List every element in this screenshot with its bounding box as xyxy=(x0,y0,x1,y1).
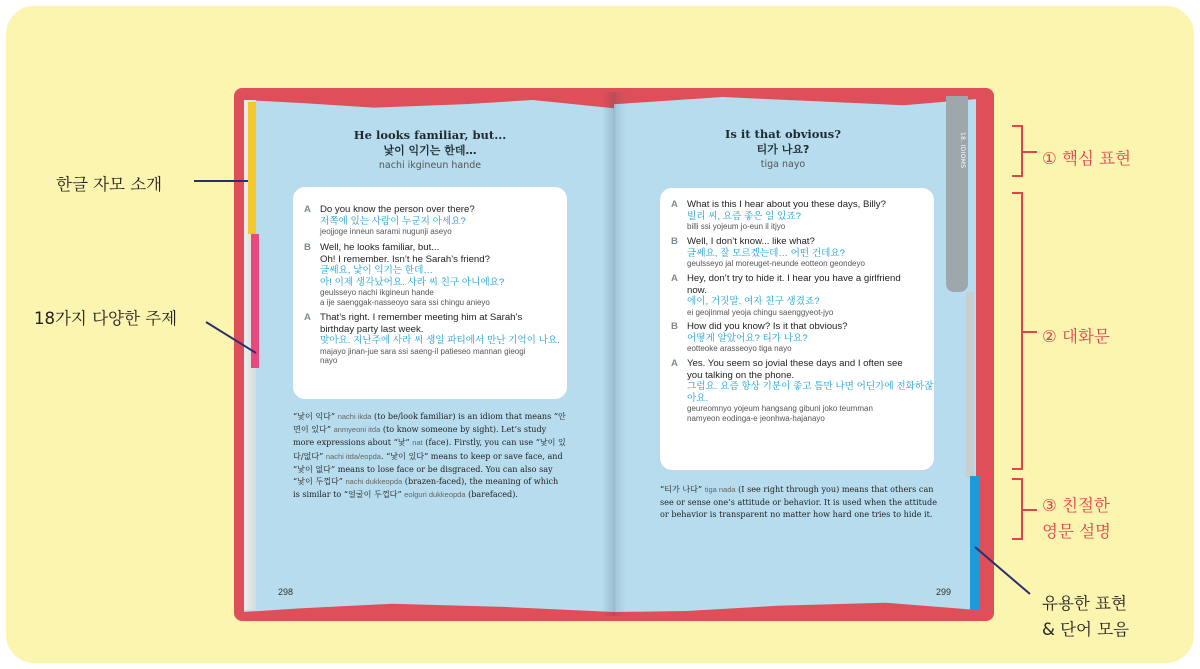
romanization: eolguri dukkeopda xyxy=(404,490,466,500)
dialogue-romanization: majayo jinan-jue sara ssi saeng-il patieseo mannan gieogi nayo xyxy=(320,346,526,365)
dialogue-romanization: geureomnyo yojeum hangsang gibuni joko teumman namyeon eodinga-e jeonhwa-hajanayo xyxy=(687,404,873,423)
left-page-number: 298 xyxy=(278,587,294,597)
speaker-label: B xyxy=(671,321,678,332)
explanation-text: . “낯이 있다” means to keep or save face, and “낯이 없다” means to lose face or be disgraced. You can also say “낯이 두껍다” xyxy=(293,450,563,487)
dialogue-korean: 그럼요. 요즘 항상 기분이 좋고 틈만 나면 어딘가에 전화하잖 아요. xyxy=(687,381,934,404)
explanation-text: (to know someone by sight). Let’s study more expressions about “낯” xyxy=(293,424,547,448)
romanization: nachi itda/eopda xyxy=(325,451,381,461)
dialogue-romanization: jeojjoge inneun sarami nugunji aseyo xyxy=(320,227,452,236)
dialogue-english: Well, he looks familiar, but... Oh! I remember. Isn’t he Sarah’s friend? xyxy=(320,242,490,265)
romanization: anmyeoni itda xyxy=(333,425,381,435)
dialogue-english: What is this I hear about you these days, Billy? xyxy=(687,199,886,210)
pointer-line-topics xyxy=(206,322,256,353)
explanation-text: (to be/look familiar) is an idiom that means “안면이 있다” xyxy=(293,411,566,435)
dialogue-romanization: geulsseyo nachi ikgineun hande a ije saenggak-nasseoyo sara ssi chingu anieyo xyxy=(320,288,490,307)
title-ko: 티가 나요? xyxy=(756,143,810,156)
dialogue-korean: 맞아요. 지난주에 사라 씨 생일 파티에서 만난 기억이 나요. xyxy=(320,335,560,346)
dialogue-korean: 저쪽에 있는 사람이 누군지 아세요? xyxy=(320,215,466,227)
romanization: nachi dukkeopda xyxy=(345,477,403,487)
dialogue-romanization: eotteoke arasseoyo tiga nayo xyxy=(687,344,792,353)
label-useful-1: 유용한 표현 xyxy=(1042,594,1127,613)
speaker-label: B xyxy=(671,236,678,247)
dialogue-english: Do you know the person over there? xyxy=(320,204,475,215)
romanization: tiga nada xyxy=(704,485,736,494)
explanation-text: (barefaced). xyxy=(465,489,518,500)
dialogue-english: Hey, don’t try to hide it. I hear you have a girlfriend now. xyxy=(687,273,901,296)
idioms-tab-label: 18. IDIOMS xyxy=(959,132,966,169)
dialogue-korean: 빌리 씨, 요즘 좋은 일 있죠? xyxy=(687,210,802,222)
speaker-label: A xyxy=(671,273,678,284)
label-explanation-1: ③ 친절한 xyxy=(1042,496,1110,515)
explanation-text: (brazen-faced), the meaning of which is similar to “얼굴이 두껍다” xyxy=(293,476,559,500)
speaker-label: A xyxy=(304,204,311,215)
label-useful-2: & 단어 모음 xyxy=(1042,620,1130,639)
pointer-line-useful xyxy=(975,547,1030,594)
label-key-expression: ① 핵심 표현 xyxy=(1042,149,1132,168)
title-romanization: nachi ikgineun hande xyxy=(378,160,482,171)
dialogue-english: How did you know? Is it that obvious? xyxy=(687,321,848,332)
dialogue-korean: 에이, 거짓말. 여자 친구 생겼죠? xyxy=(687,296,820,307)
speaker-label: A xyxy=(304,312,311,323)
speaker-label: A xyxy=(671,199,678,210)
label-topics: 18가지 다양한 주제 xyxy=(34,309,178,328)
romanization: nachi ikda xyxy=(337,412,372,421)
explanation-text: “티가 나다” xyxy=(660,484,705,494)
dialogue-romanization: ei geojinmal yeoja chingu saenggyeot-jyo xyxy=(687,307,834,317)
label-hangul-intro: 한글 자모 소개 xyxy=(56,175,163,194)
dialogue-english: That’s right. I remember meeting him at Sarah’s birthday party last week. xyxy=(320,312,523,335)
dialogue-english: Well, I don’t know... like what? xyxy=(687,236,815,247)
romanization: nat xyxy=(412,438,423,448)
dialogue-romanization: geulsseyo jal moreuget-neunde eotteon geondeyo xyxy=(687,259,865,268)
explanation-text: (face). Firstly, you can use “낯이 있다/없다” xyxy=(293,437,566,461)
title-en: He looks familiar, but... xyxy=(353,128,507,142)
speaker-label: A xyxy=(671,358,678,369)
title-romanization: tiga nayo xyxy=(760,159,806,170)
dialogue-korean: 어떻게 알았어요? 티가 나요? xyxy=(687,332,808,344)
label-dialogue: ② 대화문 xyxy=(1042,327,1110,346)
right-page-number: 299 xyxy=(936,587,952,597)
dialogue-korean: 글쎄요, 낯이 익기는 한데… 아! 이제 생각났어요. 사라 씨 친구 아니에요? xyxy=(320,265,505,288)
dialogue-korean: 글쎄요, 잘 모르겠는데… 어떤 건데요? xyxy=(687,247,846,259)
dialogue-english: Yes. You seem so jovial these days and I often see you talking on the phone. xyxy=(687,358,903,381)
title-en: Is it that obvious? xyxy=(725,127,841,141)
title-ko: 낯이 익기는 한데… xyxy=(383,144,477,157)
dialogue-romanization: billi ssi yojeum jo-eun il itjyo xyxy=(687,222,786,231)
label-explanation-2: 영문 설명 xyxy=(1042,522,1112,541)
explanation-text: (I see right through you) means that others can see or sense one’s attitude or behavior. It is used when the attitude or behavior is transparent no matter how hard one tries to hide it. xyxy=(660,484,938,520)
speaker-label: B xyxy=(304,242,311,253)
explanation-text: “낯이 익다” xyxy=(293,411,338,421)
